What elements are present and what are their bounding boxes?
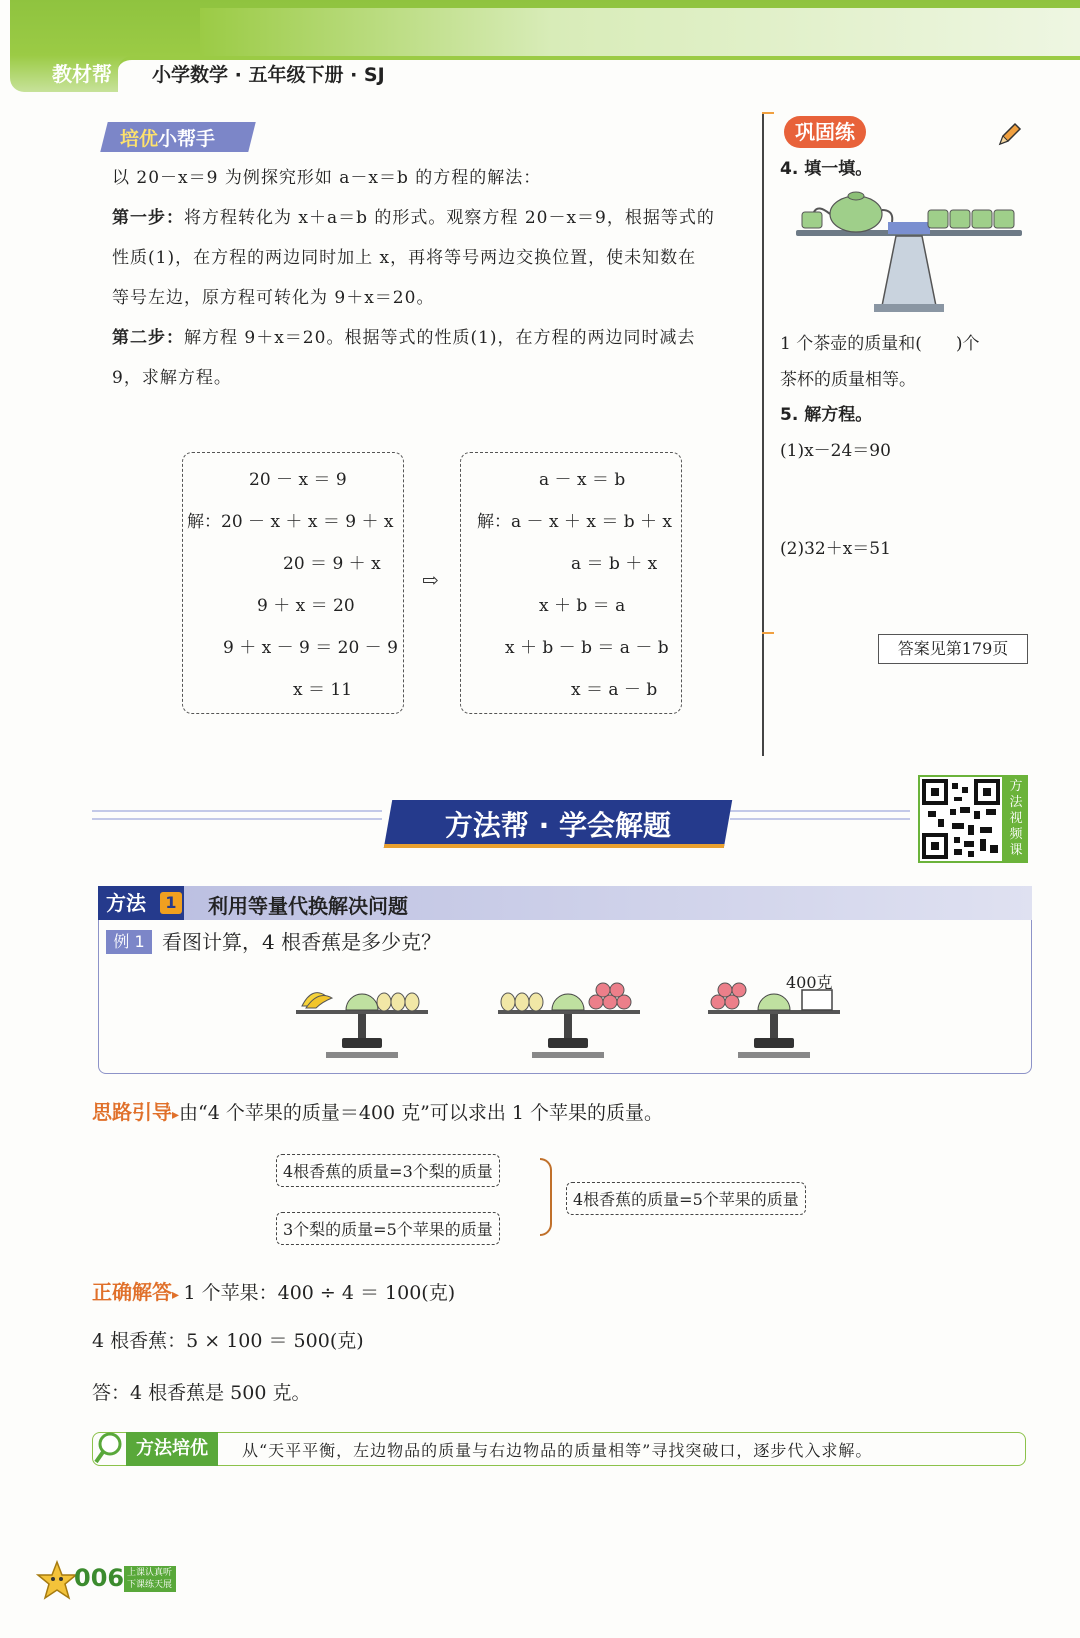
right-eq-6: x ＝ a － b — [571, 680, 658, 700]
example-tag: 例 1 — [106, 930, 152, 954]
example-question: 看图计算，4 根香蕉是多少克？ — [162, 930, 442, 954]
helper-badge-suffix: 小帮手 — [158, 128, 216, 150]
q5-a: (1)x－24＝90 — [780, 441, 891, 461]
magnifier-icon — [94, 1430, 124, 1470]
divider-tick-top — [762, 112, 774, 114]
banner-line — [730, 818, 910, 820]
weight-label: 400克 — [786, 973, 833, 992]
relation-brace — [540, 1158, 552, 1236]
teapot-balance-illustration — [796, 188, 1022, 318]
page-number: 006 — [74, 1564, 125, 1592]
method-number: 1 — [160, 892, 182, 914]
banner-line — [92, 818, 382, 820]
qr-side-char: 频 — [1009, 827, 1023, 842]
left-eq-1: 20 － x ＝ 9 — [249, 470, 347, 490]
banner-line — [92, 810, 382, 812]
right-eq-3: a ＝ b ＋ x — [571, 554, 658, 574]
step1-line3: 等号左边，原方程可转化为 9＋x＝20。 — [112, 288, 435, 308]
step2-label: 第二步： — [112, 328, 184, 348]
answer-reference: 答案见第179页 — [878, 634, 1028, 664]
step1-line2: 性质(1)，在方程的两边同时加上 x，再将等号两边交换位置，使未知数在 — [112, 248, 697, 268]
step2-line2: 9，求解方程。 — [112, 368, 232, 388]
answer-line1: 1 个苹果：400 ÷ 4 ＝ 100(克) — [183, 1282, 456, 1304]
guide-label: 思路引导 — [92, 1100, 172, 1124]
q4-line2: 茶杯的质量相等。 — [780, 370, 916, 390]
banner-line — [730, 810, 910, 812]
guide-row — [92, 1096, 663, 1125]
answer-row — [92, 1276, 455, 1305]
method-title: 利用等量代换解决问题 — [208, 894, 408, 918]
left-eq-2: 解：20 － x ＋ x ＝ 9 ＋ x — [187, 512, 394, 532]
pencil-icon — [996, 120, 1024, 152]
qr-side-label — [1004, 775, 1028, 863]
method-banner-title: 方法帮 · 学会解题 — [444, 809, 672, 842]
right-equation-box — [460, 452, 682, 714]
method-tag: 方法 — [98, 886, 184, 920]
guide-arrow-icon: ▸ — [172, 1107, 180, 1123]
tip-label: 方法培优 — [126, 1432, 218, 1466]
step1-line1: 将方程转化为 x＋a＝b 的形式。观察方程 20－x＝9，根据等式的 — [184, 208, 715, 228]
answer-arrow-icon: ▸ — [172, 1287, 184, 1303]
helper-text — [112, 158, 752, 398]
answer-line2: 4 根香蕉：5 × 100 ＝ 500(克) — [92, 1330, 364, 1352]
star-mascot-icon — [36, 1560, 78, 1600]
right-eq-1: a － x ＝ b — [539, 470, 626, 490]
right-eq-2: 解：a － x ＋ x ＝ b ＋ x — [477, 512, 673, 532]
header-gradient — [200, 8, 1080, 56]
right-eq-5: x ＋ b － b ＝ a － b — [505, 638, 669, 658]
column-divider — [762, 112, 764, 756]
left-eq-5: 9 ＋ x － 9 ＝ 20 － 9 — [223, 638, 398, 658]
helper-badge — [120, 124, 215, 151]
slogan-line2: 下课练天展 — [127, 1580, 173, 1590]
relation-box-1: 4根香蕉的质量=3个梨的质量 — [276, 1154, 500, 1187]
scale-banana-pear-illustration — [292, 976, 432, 1070]
scale-pear-apple-illustration — [494, 976, 644, 1070]
header-title: 小学数学 · 五年级下册 · SJ — [152, 64, 385, 86]
practice-badge: 巩固练 — [784, 116, 866, 148]
right-eq-4: x ＋ b ＝ a — [539, 596, 626, 616]
qr-side-char: 法 — [1009, 795, 1023, 810]
answer-label: 正确解答 — [92, 1280, 172, 1304]
relation-box-2: 3个梨的质量=5个苹果的质量 — [276, 1212, 500, 1245]
q5-title: 5. 解方程。 — [780, 405, 873, 425]
qr-side-char: 视 — [1009, 811, 1023, 826]
left-equation-box — [182, 452, 404, 714]
step1-label: 第一步： — [112, 208, 184, 228]
helper-intro: 以 20－x＝9 为例探究形如 a－x＝b 的方程的解法： — [112, 168, 542, 188]
arrow-icon: ⇨ — [422, 568, 439, 592]
helper-step2 — [112, 318, 752, 358]
q4-title: 4. 填一填。 — [780, 159, 873, 179]
qr-side-char: 方 — [1009, 779, 1023, 794]
divider-tick-bottom — [762, 632, 774, 634]
qr-side-char: 课 — [1009, 843, 1023, 858]
helper-badge-prefix: 培优 — [120, 128, 159, 150]
header-tag: 教材帮 — [52, 62, 112, 86]
relation-box-3: 4根香蕉的质量=5个苹果的质量 — [566, 1182, 806, 1215]
left-eq-4: 9 ＋ x ＝ 20 — [257, 596, 355, 616]
q4-text — [780, 326, 979, 398]
tip-text: 从“天平平衡，左边物品的质量与右边物品的质量相等”寻找突破口，逐步代入求解。 — [242, 1441, 873, 1460]
slogan-line1: 上课认真听 — [127, 1568, 173, 1578]
step2-line1: 解方程 9＋x＝20。根据等式的性质(1)，在方程的两边同时减去 — [184, 328, 696, 348]
q4-line1: 1 个茶壶的质量和( )个 — [780, 334, 980, 354]
guide-text: 由“4 个苹果的质量＝400 克”可以求出 1 个苹果的质量。 — [179, 1102, 664, 1124]
answer-line3: 答：4 根香蕉是 500 克。 — [92, 1382, 311, 1404]
q5-b: (2)32＋x＝51 — [780, 539, 891, 559]
left-eq-3: 20 ＝ 9 ＋ x — [283, 554, 381, 574]
helper-step1 — [112, 198, 752, 238]
left-eq-6: x ＝ 11 — [293, 680, 353, 700]
qr-code[interactable] — [918, 775, 1004, 863]
footer-slogan — [124, 1566, 176, 1592]
